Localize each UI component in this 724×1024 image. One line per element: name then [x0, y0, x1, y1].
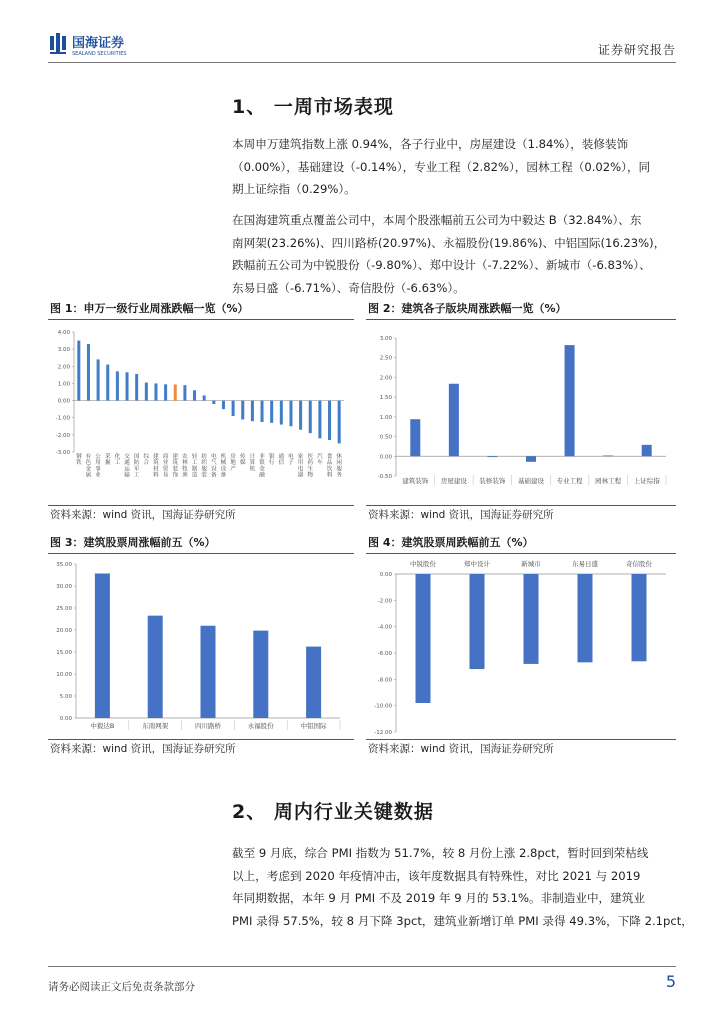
- x-tick-label: 金: [85, 466, 92, 473]
- y-tick-label: 35.00: [56, 562, 72, 568]
- bar: [212, 401, 215, 404]
- text-line: PMI 录得 57.5%，较 8 月下降 3pct，建筑业新增订单 PMI 录得 49.3%，下降 2.1pct，: [232, 913, 693, 928]
- figure-3-title: 图 3：建筑股票周涨幅前五（%）: [48, 534, 354, 554]
- x-tick-label: 贸: [162, 466, 169, 473]
- y-tick-label: -2.00: [377, 598, 392, 605]
- bar: [261, 401, 264, 422]
- figure-1-source: 资料来源：wind 资讯，国海证券研究所: [48, 505, 354, 524]
- x-tick-label: 郑中设计: [464, 560, 490, 568]
- bar: [632, 574, 647, 661]
- figure-1-title: 图 1：申万一级行业周涨跌幅一览（%）: [48, 300, 354, 320]
- x-tick-label: 奇信股份: [626, 560, 652, 568]
- x-tick-label: 材: [153, 466, 159, 473]
- bar: [565, 345, 575, 456]
- x-tick-label: 生: [307, 466, 314, 473]
- figure-1-chart: [48, 320, 354, 504]
- x-tick-label: 防: [133, 460, 140, 467]
- text-line: 以上，考虑到 2020 年疫情冲击，该年度数据具有特殊性，对比 2021 与 2019: [232, 868, 641, 883]
- x-tick-label: 料: [326, 472, 333, 479]
- x-tick-label: 传: [239, 454, 246, 460]
- figure-3-chart: [48, 554, 354, 738]
- x-tick-label: 食: [326, 454, 333, 460]
- x-tick-label: 房: [230, 454, 236, 460]
- x-tick-label: 饰: [172, 472, 179, 479]
- x-tick-label: 采: [104, 454, 111, 460]
- y-tick-label: 1.50: [379, 395, 392, 402]
- bar: [328, 401, 331, 440]
- x-tick-label: 园林工程: [595, 477, 622, 485]
- text-line: 本周申万建筑指数上涨 0.94%，各子行业中，房屋建设（1.84%），装修装饰: [232, 137, 629, 151]
- text-line: 期上证综指（0.29%）。: [232, 182, 356, 196]
- figure-4-source: 资料来源：wind 资讯，国海证券研究所: [366, 739, 676, 758]
- x-tick-label: 造: [191, 472, 198, 479]
- figure-4-chart: [366, 554, 676, 738]
- figure-2-chart: [366, 320, 676, 504]
- brand-cn: 国海证券: [72, 36, 125, 51]
- x-tick-label: 服: [336, 466, 342, 473]
- x-tick-label: 公: [95, 454, 101, 460]
- x-tick-label: 轻: [191, 454, 198, 460]
- x-tick-label: 车: [317, 460, 323, 467]
- text-line: 跌幅前五公司为中锐股份（-9.80%）、郑中设计（-7.22%）、新城市（-6.83%）、: [232, 258, 651, 272]
- doc-type-label: 证券研究报告: [597, 43, 676, 57]
- brand-en: SEALAND SECURITIES: [72, 51, 127, 57]
- bar: [232, 401, 235, 416]
- bar: [410, 419, 420, 456]
- figure-4-title: 图 4：建筑股票周跌幅前五（%）: [366, 534, 676, 554]
- bar: [318, 401, 321, 439]
- x-tick-label: 媒: [239, 460, 246, 467]
- x-tick-label: 备: [220, 472, 227, 479]
- x-tick-label: 行: [268, 460, 275, 467]
- x-tick-label: 品: [326, 460, 333, 467]
- x-tick-label: 机: [220, 454, 227, 460]
- x-tick-label: 汽: [317, 454, 323, 460]
- x-tick-label: 有: [85, 454, 92, 460]
- x-tick-label: 务: [336, 472, 342, 479]
- section1-para2: [232, 209, 675, 299]
- figure-2-source: 资料来源：wind 资讯，国海证券研究所: [366, 505, 676, 524]
- x-tick-label: 装修装饰: [479, 477, 506, 485]
- bar: [77, 341, 80, 401]
- x-tick-label: 筑: [153, 460, 159, 467]
- bar: [183, 385, 186, 400]
- x-tick-label: 气: [211, 460, 217, 467]
- x-tick-label: 子: [288, 460, 294, 467]
- x-tick-label: 设: [211, 466, 217, 473]
- x-tick-label: 工: [191, 460, 198, 467]
- bar: [241, 401, 244, 420]
- page-footer: [48, 966, 676, 1003]
- x-tick-label: 业: [95, 472, 101, 479]
- x-tick-label: 基础建设: [518, 477, 544, 485]
- bar: [603, 455, 613, 456]
- x-tick-label: 东易日盛: [572, 560, 598, 568]
- x-tick-label: 中锐股份: [410, 560, 436, 568]
- x-tick-label: 装: [201, 472, 207, 479]
- y-tick-label: 0.00: [57, 398, 70, 405]
- y-tick-label: 4.00: [57, 330, 70, 336]
- figure-3-source: 资料来源：wind 资讯，国海证券研究所: [48, 739, 354, 758]
- bar: [299, 401, 302, 430]
- x-tick-label: 纺: [201, 454, 207, 460]
- x-tick-label: 中铝国际: [300, 722, 327, 730]
- bar: [95, 574, 110, 718]
- y-tick-label: -10.00: [374, 703, 392, 710]
- figure-4: [366, 534, 676, 758]
- y-tick-label: 2.50: [379, 355, 392, 362]
- bar: [193, 390, 196, 400]
- x-tick-label: 建筑装饰: [402, 477, 429, 485]
- bar: [97, 359, 100, 400]
- y-tick-label: -3.00: [55, 450, 70, 456]
- x-tick-label: 房屋建设: [440, 477, 467, 485]
- x-tick-label: 算: [249, 460, 256, 467]
- x-tick-label: 织: [201, 460, 207, 467]
- bar: [148, 616, 163, 718]
- bar: [154, 383, 157, 400]
- bar: [203, 395, 206, 400]
- x-tick-label: 用: [297, 460, 304, 467]
- text-line: 截至 9 月底，综合 PMI 指数为 51.7%，较 8 月份上涨 2.8pct，暂时回到荣枯线: [232, 846, 649, 860]
- y-tick-label: 1.00: [57, 381, 70, 388]
- x-tick-label: 机: [249, 466, 256, 473]
- x-tick-label: 筑: [172, 460, 179, 467]
- x-tick-label: 易: [162, 472, 169, 479]
- x-tick-label: 渔: [182, 472, 188, 479]
- x-tick-label: 上证综指: [633, 477, 660, 485]
- x-tick-label: 料: [153, 472, 159, 479]
- bar: [524, 574, 539, 664]
- bar: [280, 401, 283, 425]
- y-tick-label: 3.00: [379, 336, 392, 342]
- x-tick-label: 家: [297, 454, 304, 460]
- bar: [106, 365, 109, 401]
- y-tick-label: -12.00: [374, 730, 392, 736]
- disclaimer-text: 请务必阅读正文后免责条款部分: [48, 981, 195, 993]
- x-tick-label: 产: [230, 466, 236, 473]
- text-line: 南网架(23.26%)、四川路桥(20.97%)、永福股份(19.86%)、中铝国际(16.23%)，: [232, 235, 666, 250]
- x-tick-label: 休: [336, 454, 342, 460]
- bar: [174, 384, 177, 400]
- text-line: （0.00%），基础建设（-0.14%），专业工程（2.82%），园林工程（0.02%），同: [232, 159, 651, 174]
- bar: [449, 384, 459, 457]
- top5-losers-chart: [366, 554, 676, 738]
- x-tick-label: 闲: [336, 460, 342, 467]
- x-tick-label: 输: [124, 472, 130, 479]
- y-tick-label: -2.00: [55, 432, 70, 439]
- x-tick-label: 工: [133, 472, 140, 479]
- x-tick-label: 农: [182, 454, 188, 460]
- x-tick-label: 电: [297, 466, 304, 473]
- y-tick-label: 0.00: [379, 572, 392, 578]
- x-tick-label: 属: [85, 472, 92, 479]
- bar: [470, 574, 485, 669]
- x-tick-label: 设: [220, 466, 227, 473]
- x-tick-label: 通: [278, 454, 285, 460]
- y-tick-label: 3.00: [57, 347, 70, 354]
- y-tick-label: -0.50: [377, 474, 392, 480]
- y-tick-label: 10.00: [56, 672, 72, 678]
- figure-2-title: 图 2：建筑各子版块周涨跌幅一览（%）: [366, 300, 676, 320]
- x-tick-label: 国: [133, 454, 140, 460]
- x-tick-label: 金: [259, 466, 265, 473]
- industry-weekly-change-chart: [48, 320, 354, 504]
- bar: [164, 384, 167, 400]
- text-line: 在国海建筑重点覆盖公司中，本周个股涨幅前五公司为中毅达 B（32.84%）、东: [232, 213, 642, 227]
- y-tick-label: -8.00: [377, 677, 392, 684]
- x-tick-label: 交: [124, 454, 130, 460]
- bar: [526, 456, 536, 462]
- bar: [135, 374, 138, 401]
- bar: [642, 445, 652, 456]
- y-tick-label: 0.50: [379, 434, 392, 441]
- bar: [416, 574, 431, 703]
- bar: [201, 626, 216, 718]
- x-tick-label: 备: [211, 472, 217, 479]
- section2-para: [232, 842, 693, 932]
- y-tick-label: 20.00: [56, 628, 72, 634]
- x-tick-label: 非: [259, 454, 265, 460]
- y-tick-label: 25.00: [56, 606, 72, 612]
- figure-3: [48, 534, 354, 758]
- x-tick-label: 医: [307, 454, 314, 460]
- x-tick-label: 器: [297, 472, 304, 479]
- figure-1: [48, 300, 354, 524]
- bar: [309, 401, 312, 434]
- x-tick-label: 综: [143, 454, 150, 460]
- x-tick-label: 合: [143, 460, 150, 467]
- bar: [87, 344, 90, 401]
- y-tick-label: 0.00: [59, 716, 72, 722]
- x-tick-label: 业: [162, 460, 169, 467]
- x-tick-label: 东南网架: [142, 722, 169, 730]
- x-tick-label: 四川路桥: [195, 722, 221, 730]
- bar: [116, 371, 119, 400]
- x-tick-label: 地: [230, 460, 236, 467]
- x-tick-label: 械: [220, 460, 227, 467]
- x-tick-label: 信: [278, 460, 285, 467]
- section2-title: 2、 周内行业关键数据: [232, 801, 434, 823]
- x-tick-label: 掘: [104, 460, 111, 467]
- page-number: 5: [665, 972, 676, 991]
- x-tick-label: 军: [133, 466, 140, 473]
- x-tick-label: 银: [268, 454, 275, 460]
- x-tick-label: 林: [182, 460, 188, 467]
- y-tick-label: 2.00: [57, 364, 70, 371]
- bar: [487, 456, 497, 457]
- bar: [126, 372, 129, 400]
- page-header: [48, 30, 676, 63]
- x-tick-label: 色: [85, 460, 92, 467]
- bar: [253, 631, 268, 718]
- section1-para1: [232, 133, 675, 201]
- bar: [578, 574, 593, 662]
- x-tick-label: 通: [124, 460, 130, 467]
- x-tick-label: 银: [259, 460, 265, 467]
- x-tick-label: 中毅达B: [90, 722, 115, 730]
- text-line: 东易日盛（-6.71%）、奇信股份（-6.63%）。: [232, 280, 465, 295]
- x-tick-label: 电: [288, 454, 294, 460]
- bar: [251, 401, 254, 422]
- x-tick-label: 计: [249, 454, 256, 460]
- x-tick-label: 物: [307, 472, 314, 479]
- bar: [270, 401, 273, 423]
- y-tick-label: 30.00: [56, 584, 72, 590]
- x-tick-label: 牧: [182, 466, 188, 473]
- y-tick-label: 1.00: [379, 414, 392, 421]
- brand-logo: [48, 30, 168, 58]
- y-tick-label: 2.00: [379, 375, 392, 382]
- y-tick-label: 0.00: [379, 454, 392, 461]
- x-tick-label: 专业工程: [556, 477, 583, 485]
- x-tick-label: 工: [114, 460, 121, 467]
- bar: [338, 401, 341, 444]
- x-tick-label: 事: [95, 466, 101, 473]
- x-tick-label: 永福股份: [247, 722, 274, 730]
- y-tick-label: -1.00: [55, 415, 70, 422]
- y-tick-label: -6.00: [377, 651, 392, 657]
- x-tick-label: 运: [124, 466, 130, 473]
- section1-title: 1、 一周市场表现: [232, 96, 394, 118]
- x-tick-label: 制: [191, 466, 198, 473]
- bar: [289, 401, 292, 427]
- x-tick-label: 新城市: [521, 560, 541, 568]
- bar: [306, 647, 321, 718]
- x-tick-label: 建: [153, 454, 159, 460]
- x-tick-label: 建: [172, 454, 179, 460]
- x-tick-label: 服: [201, 466, 207, 473]
- x-tick-label: 商: [162, 454, 169, 460]
- x-tick-label: 化: [114, 454, 121, 460]
- y-tick-label: 5.00: [59, 694, 72, 700]
- x-tick-label: 饮: [326, 466, 333, 473]
- x-tick-label: 用: [95, 460, 101, 467]
- y-tick-label: -4.00: [377, 624, 392, 631]
- text-line: 年同期数据，本年 9 月 PMI 不及 2019 年 9 月的 53.1%。非制造业中，建筑业: [232, 891, 645, 905]
- figure-2: [366, 300, 676, 524]
- bar: [222, 401, 225, 410]
- top5-gainers-chart: [48, 554, 354, 738]
- x-tick-label: 装: [172, 466, 179, 473]
- y-tick-label: 15.00: [56, 650, 72, 656]
- x-tick-label: 铁: [76, 460, 82, 467]
- x-tick-label: 电: [211, 454, 217, 460]
- x-tick-label: 融: [259, 472, 265, 479]
- x-tick-label: 药: [307, 460, 314, 467]
- sub-sector-weekly-change-chart: [366, 320, 676, 504]
- x-tick-label: 钢: [76, 454, 82, 460]
- bar: [145, 383, 148, 401]
